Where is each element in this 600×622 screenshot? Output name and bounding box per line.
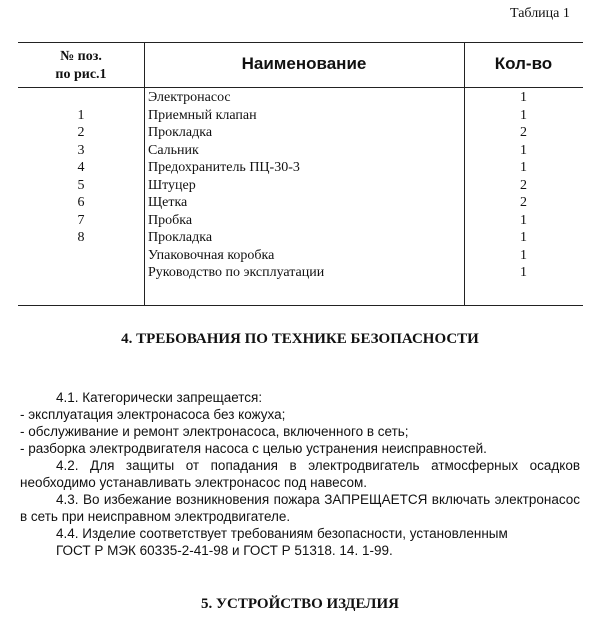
row-number: 7	[77, 212, 85, 228]
paragraph-4-4-line2: ГОСТ Р МЭК 60335-2-41-98 и ГОСТ Р 51318. 14. 1-99.	[56, 543, 393, 558]
row-name: Предохранитель ПЦ-30-3	[148, 160, 300, 175]
header-divider	[18, 87, 583, 88]
row-number: 1	[77, 107, 85, 123]
table-row	[18, 142, 583, 160]
row-quantity: 1	[520, 107, 527, 123]
row-name: Руководство по эксплуатации	[148, 265, 325, 280]
row-number: 6	[77, 195, 85, 210]
paragraph-4-2: 4.2. Для защиты от попадания в электродвигатель атмосферных осадков необходимо устанавливать электронасос под навесом.	[20, 458, 580, 490]
section-4-title: 4. ТРЕБОВАНИЯ ПО ТЕХНИКЕ БЕЗОПАСНОСТИ	[121, 331, 479, 347]
row-number: 3	[77, 142, 85, 158]
table-row	[18, 229, 583, 247]
table-row	[18, 159, 583, 177]
table-caption: Таблица 1	[510, 6, 570, 21]
row-quantity: 2	[520, 177, 527, 193]
paragraph-4-1	[20, 389, 580, 457]
row-name: Приемный клапан	[148, 107, 257, 123]
table-row	[18, 264, 583, 282]
prohibition-item: - разборка электродвигателя насоса с целью устранения неисправностей.	[20, 441, 487, 456]
table-row	[18, 194, 583, 212]
row-quantity: 1	[520, 142, 527, 158]
row-name: Прокладка	[148, 125, 213, 140]
prohibition-item: - обслуживание и ремонт электронасоса, включенного в сеть;	[20, 424, 409, 439]
table-row	[18, 107, 583, 125]
paragraph-4-4-line1: 4.4. Изделие соответствует требованиям безопасности, установленным	[56, 526, 508, 541]
row-name: Штуцер	[148, 177, 196, 193]
paragraph-4-3: 4.3. Во избежание возникновения пожара ЗАПРЕЩАЕТСЯ включать электронасос в сеть при неисправном электродвигателе.	[20, 492, 580, 524]
row-quantity: 1	[520, 265, 527, 280]
section-5-title: 5. УСТРОЙСТВО ИЗДЕЛИЯ	[201, 596, 399, 612]
header-name: Наименование	[241, 54, 367, 73]
row-name: Щетка	[148, 195, 188, 210]
table-row	[18, 247, 583, 265]
prohibition-item: - эксплуатация электронасоса без кожуха;	[20, 407, 286, 422]
table-row	[18, 124, 583, 142]
header-position-number	[18, 48, 144, 84]
header-quantity: Кол-во	[494, 54, 553, 73]
row-number: 8	[77, 230, 85, 245]
row-quantity: 1	[520, 230, 527, 245]
row-name: Электронасос	[148, 90, 231, 105]
header-position-line2: по рис.1	[55, 67, 107, 82]
row-name: Упаковочная коробка	[148, 247, 275, 263]
row-name: Пробка	[148, 212, 193, 228]
row-number: 5	[77, 177, 85, 193]
row-quantity: 1	[520, 160, 527, 175]
row-number: 2	[77, 125, 85, 140]
row-name: Сальник	[148, 142, 199, 158]
row-name: Прокладка	[148, 230, 213, 245]
paragraph-4-4	[20, 525, 580, 559]
row-number: 4	[77, 160, 85, 175]
row-quantity: 2	[520, 195, 527, 210]
row-quantity: 1	[520, 212, 527, 228]
row-quantity: 1	[520, 247, 527, 263]
table-row	[18, 89, 583, 107]
table-row	[18, 212, 583, 230]
paragraph-4-1-intro: 4.1. Категорически запрещается:	[56, 390, 263, 405]
row-quantity: 1	[520, 90, 527, 105]
row-quantity: 2	[520, 125, 527, 140]
table-row	[18, 177, 583, 195]
table-body	[18, 89, 583, 282]
header-position-line1: № поз.	[60, 49, 102, 64]
